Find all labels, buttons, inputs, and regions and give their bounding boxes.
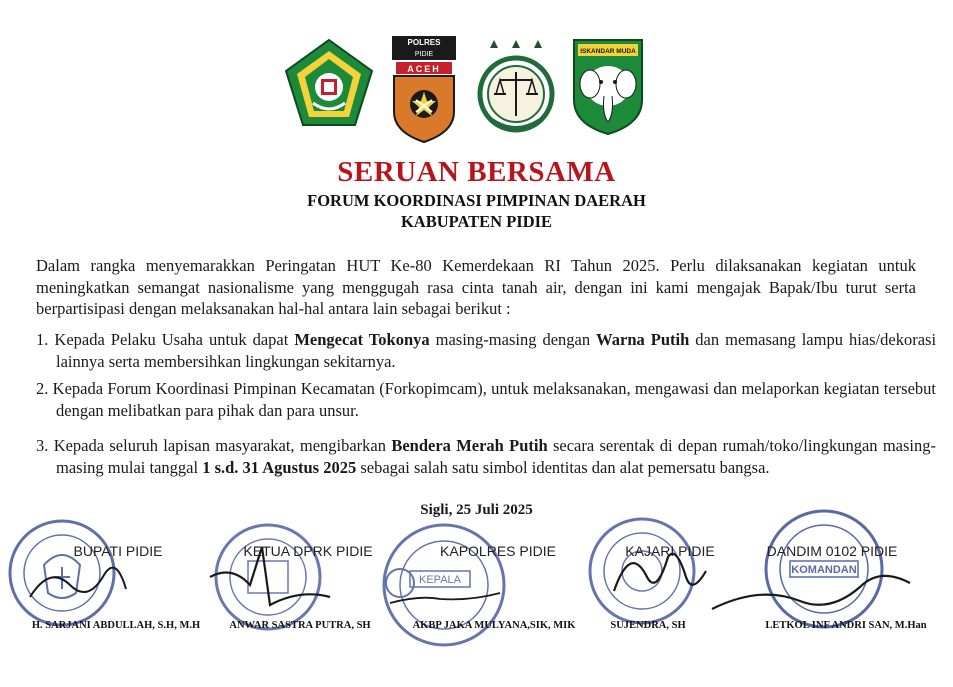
signatory-name-kapolres: AKBP JAKA MULYANA,SIK, MIK <box>412 620 576 631</box>
item-text: Kepada Forum Koordinasi Pimpinan Kecamatan (Forkopimcam), untuk melaksanakan, mengawasi dan melaporkan kegiatan tersebut dengan melibatkan para pihak dan para unsur. <box>52 379 937 420</box>
signatory-name-bupati: H. SARJANI ABDULLAH, S.H, M.H <box>31 620 201 631</box>
item-bold: 1 s.d. 31 Agustus 2025 <box>202 457 357 477</box>
item-text: secara serentak di depan rumah/toko/lingkungan masing-masing mulai tanggal <box>56 436 936 477</box>
kodim-iskandar-muda-logo <box>570 36 646 136</box>
signatory-name-dprk: ANWAR SASTRA PUTRA, SH <box>229 620 371 631</box>
dandim-stamp <box>766 511 882 627</box>
item-text: sebagai salah satu simbol identitas dan alat pemersatu bangsa. <box>356 457 770 477</box>
item-number: 2. <box>36 379 49 398</box>
item-number: 3. <box>36 436 49 455</box>
item-text: masing-masing dengan <box>429 330 597 349</box>
item-text: dan memasang lampu hias/dekorasi lainnya serta membersihkan lingkungan sekitarnya. <box>56 330 937 371</box>
item-text: Kepada Pelaku Usaha untuk dapat <box>54 330 295 349</box>
polres-pidie-logo <box>388 32 460 144</box>
item-bold: Mengecat Tokonya <box>294 330 430 349</box>
signatory-role-dprk: KETUA DPRK PIDIE <box>243 543 373 559</box>
signatory-role-kajari: KAJARI PIDIE <box>625 543 715 559</box>
dandim-stamp-inner-text: KOMANDAN <box>791 564 857 576</box>
document-subtitle-forum: FORUM KOORDINASI PIMPINAN DAERAH <box>307 191 646 210</box>
signatory-role-bupati: BUPATI PIDIE <box>73 543 163 559</box>
signatory-name-kajari: SUJENDRA, SH <box>610 620 686 631</box>
dprk-stamp <box>216 525 320 629</box>
pidie-text: PIDIE <box>414 51 434 58</box>
logo-row <box>0 32 953 152</box>
kejaksaan-logo <box>476 36 556 140</box>
pemkab-pidie-logo <box>283 37 375 129</box>
document-date: Sigli, 25 Juli 2025 <box>420 502 533 518</box>
polres-text: POLRES <box>407 38 441 47</box>
aceh-text: ACEH <box>407 64 441 74</box>
document-title: SERUAN BERSAMA <box>337 156 616 188</box>
signatory-role-dandim: DANDIM 0102 PIDIE <box>766 543 898 559</box>
item-bold: Bendera Merah Putih <box>391 436 548 455</box>
iskandar-muda-text: ISKANDAR MUDA <box>580 48 636 55</box>
bupati-stamp <box>10 521 114 625</box>
item-number: 1. <box>36 330 49 349</box>
item-bold: Warna Putih <box>596 330 690 349</box>
item-text: Kepada seluruh lapisan masyarakat, mengibarkan <box>53 436 392 455</box>
document-subtitle-kabupaten: KABUPATEN PIDIE <box>400 212 553 231</box>
list-item <box>36 329 936 372</box>
intro-paragraph: Dalam rangka menyemarakkan Peringatan HUT Ke-80 Kemerdekaan RI Tahun 2025. Perlu dilaksanakan kegiatan untuk meningkatkan semangat nasionalisme yang menggugah rasa cinta tanah air, dengan ini kami mengajak Bapak/Ibu turut serta berpartisipasi dengan melaksanakan hal-hal antara lain sebagai berikut : <box>36 256 916 318</box>
list-item <box>36 435 936 478</box>
polres-stamp-inner-text: KEPALA <box>419 574 461 586</box>
stamps-and-signatures <box>0 505 953 687</box>
signatory-role-kapolres: KAPOLRES PIDIE <box>440 543 556 559</box>
list-item <box>36 378 936 421</box>
kejari-stamp <box>590 519 694 623</box>
signatory-name-dandim: LETKOL INF ANDRI SAN, M.Han <box>765 620 927 631</box>
